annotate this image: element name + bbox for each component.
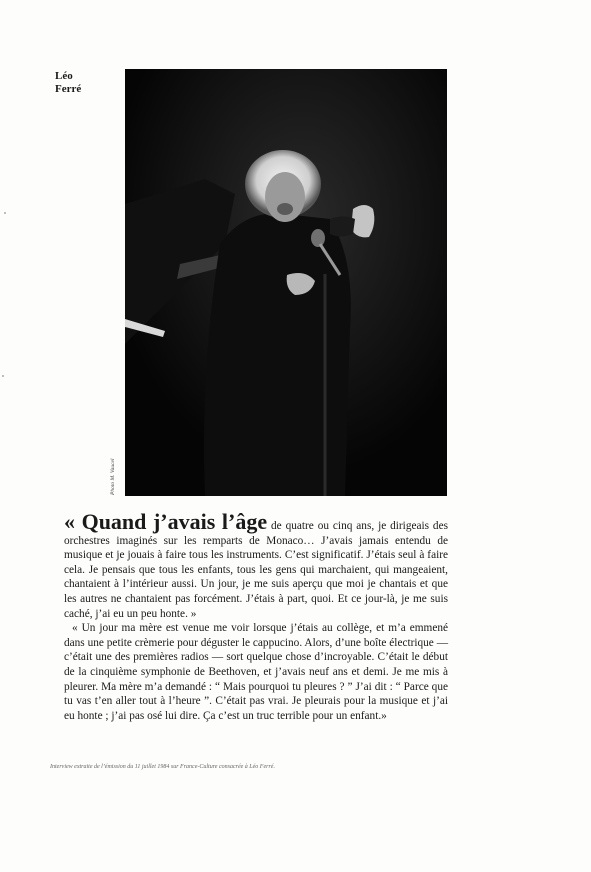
paragraph-1-text: de quatre ou cinq ans, je dirigeais des orchestres imaginés sur les remparts de Monaco… J’avais jamais entendu de musique et je jouais à faire tous les instruments. C’est significatif. J’étais seul à faire cela. Je pensais que tous les enfants, tous les gens qui marchaient, qui mangeaient, chantaient à l’intérieur aussi. Un jour, je me suis aperçu que moi je chantais et que les autres ne chantaient pas forcément. J’étais à part, quoi. Et ce jour-là, je me suis caché, j’ai eu un peu honte. » xyxy=(64,520,448,620)
source-footnote: Interview extraite de l’émission du 11 juillet 1984 sur France-Culture consacrée à Léo Ferré. xyxy=(50,764,275,770)
photo-credit: Photo M. Vaucel xyxy=(110,458,116,495)
speaker-last-name: Ferré xyxy=(55,83,82,95)
speaker-first-name: Léo xyxy=(55,70,73,82)
scan-speck xyxy=(4,212,6,214)
speaker-name xyxy=(55,70,81,96)
interview-article xyxy=(64,509,448,723)
paragraph-1 xyxy=(64,509,448,621)
paragraph-2: « Un jour ma mère est venue me voir lorsque j’étais au collège, et m’a emmené dans une petite crèmerie pour déguster le cappucino. Alors, d’une boîte électrique — c’était une des premières radios — sort quelque chose d’incroyable. C’était le début de la cinquième symphonie de Beethoven, et j’avais neuf ans et demi. Je me mis à pleurer. Ma mère m’a demandé : “ Mais pourquoi tu pleures ? ” J’ai dit : “ Parce que tu vas t’en aller tout à l’heure ”. C’était pas vrai. Je pleurais pour la musique et j’ai eu honte ; j’ai pas osé lui dire. Ça c’est un truc terrible pour un enfant.» xyxy=(64,622,448,722)
scan-speck xyxy=(2,375,4,377)
lead-quote: « Quand j’avais l’âge xyxy=(64,509,268,534)
concert-photo xyxy=(125,69,447,496)
